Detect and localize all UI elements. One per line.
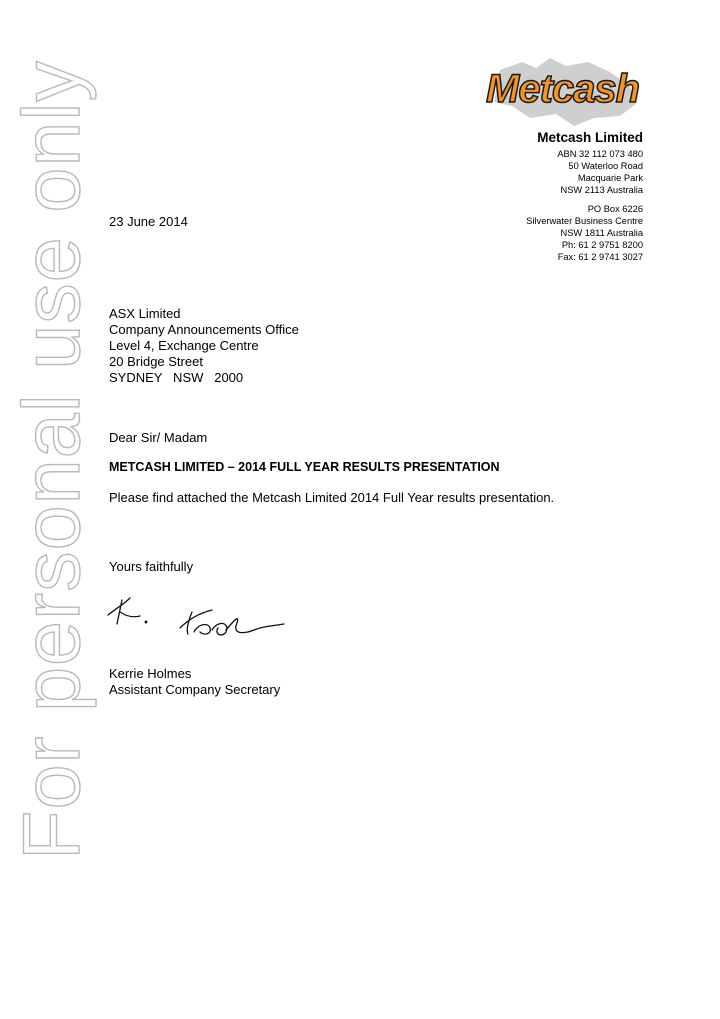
- recipient-address: [109, 306, 299, 386]
- recipient-line: 20 Bridge Street: [109, 354, 203, 369]
- logo-wordmark: Metcash: [486, 67, 640, 111]
- recipient-line: ASX Limited: [109, 306, 181, 321]
- recipient-line: SYDNEY NSW 2000: [109, 370, 244, 385]
- handwritten-signature: [100, 590, 290, 650]
- company-name: Metcash Limited: [537, 130, 643, 145]
- address-line: 50 Waterloo Road: [568, 161, 643, 171]
- recipient-line: Company Announcements Office: [109, 322, 299, 337]
- address-line: ABN 32 112 073 480: [557, 149, 643, 159]
- recipient-line: Level 4, Exchange Centre: [109, 338, 259, 353]
- signer-name: Kerrie Holmes: [109, 666, 192, 681]
- postal-line: NSW 1811 Australia: [560, 228, 643, 238]
- metcash-logo: [470, 52, 648, 132]
- subject-line: METCASH LIMITED – 2014 FULL YEAR RESULTS PRESENTATION: [109, 460, 500, 474]
- closing: Yours faithfully: [109, 559, 194, 574]
- letter-date: 23 June 2014: [109, 214, 188, 229]
- phone-line: Ph: 61 2 9751 8200: [561, 240, 643, 250]
- postal-line: PO Box 6226: [587, 204, 643, 214]
- personal-use-watermark: For personal use only: [7, 60, 97, 860]
- salutation: Dear Sir/ Madam: [109, 430, 208, 445]
- signer-block: [109, 666, 280, 698]
- signer-title: Assistant Company Secretary: [109, 682, 281, 697]
- address-line: Macquarie Park: [577, 173, 643, 183]
- address-line: NSW 2113 Australia: [560, 185, 643, 195]
- postal-line: Silverwater Business Centre: [526, 216, 643, 226]
- company-details: [526, 130, 643, 263]
- fax-line: Fax: 61 2 9741 3027: [557, 252, 643, 262]
- letter-body: Please find attached the Metcash Limited 2014 Full Year results presentation.: [109, 490, 555, 505]
